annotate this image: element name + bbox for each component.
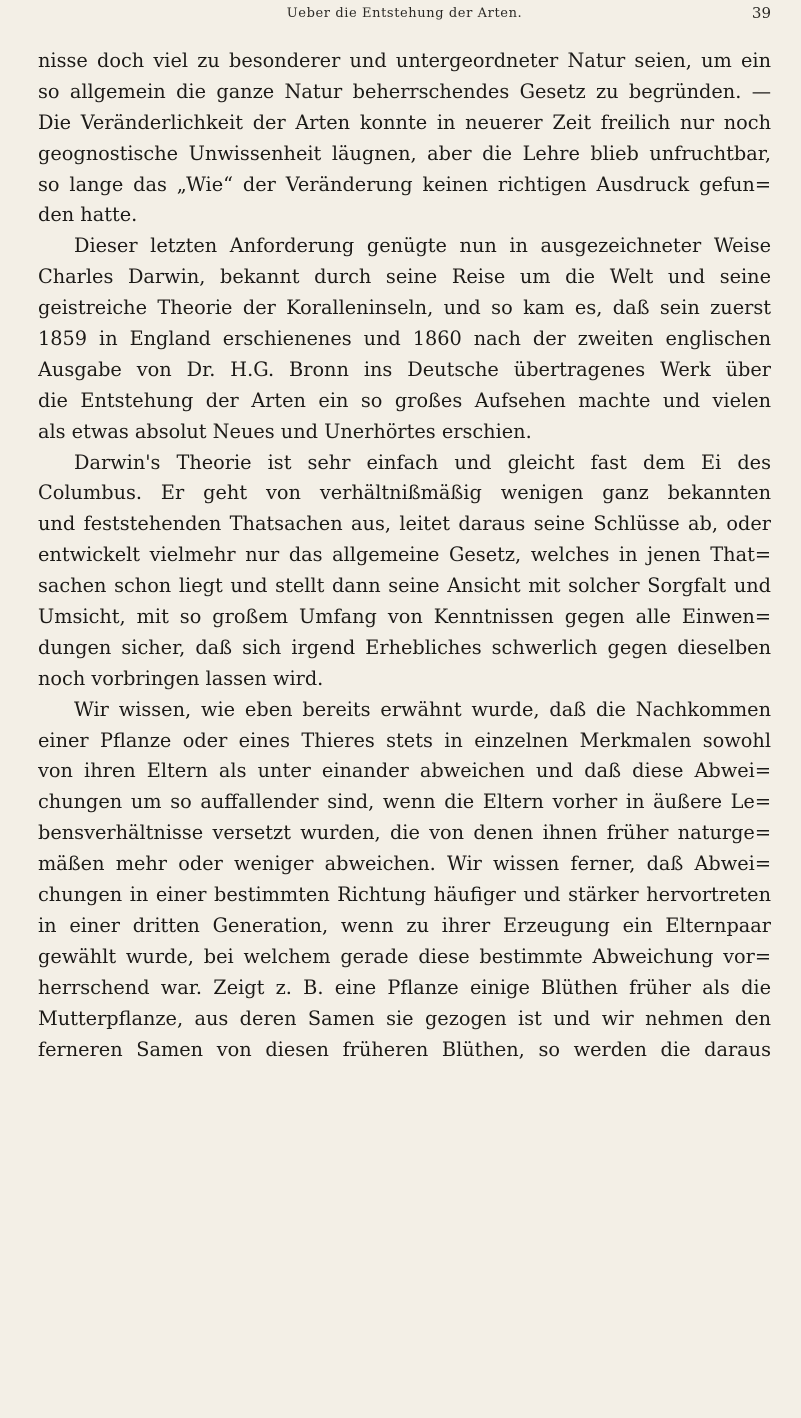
text-line: als etwas absolut Neues und Unerhörtes erschien. — [38, 419, 532, 443]
text-line: herrschend war. Zeigt z. B. eine Pflanze einige Blüthen früher als die — [38, 975, 771, 999]
running-title: Ueber die Entstehung der Arten. — [286, 6, 523, 21]
text-line: Darwin's Theorie ist sehr einfach und gleicht fast dem Ei des — [74, 450, 771, 474]
text-line: bensverhältnisse versetzt wurden, die von denen ihnen früher naturge= — [38, 821, 771, 845]
text-line: sachen schon liegt und stellt dann seine Ansicht mit solcher Sorgfalt und — [38, 574, 771, 598]
text-line: geognostische Unwissenheit läugnen, aber die Lehre blieb unfruchtbar, — [38, 141, 771, 165]
text-line: Umsicht, mit so großem Umfang von Kenntnissen gegen alle Einwen= — [38, 605, 771, 629]
text-line: chungen um so auffallender sind, wenn die Eltern vorher in äußere Le= — [38, 790, 771, 814]
text-line: Mutterpflanze, aus deren Samen sie gezogen ist und wir nehmen den — [38, 1006, 771, 1030]
running-head — [38, 0, 771, 44]
body-text — [38, 46, 771, 1065]
text-line: entwickelt vielmehr nur das allgemeine Gesetz, welches in jenen That= — [38, 543, 771, 567]
text-line: Ausgabe von Dr. H.G. Bronn ins Deutsche übertragenes Werk über — [38, 357, 771, 381]
text-line: 1859 in England erschienenes und 1860 nach der zweiten englischen — [38, 327, 771, 351]
text-line: von ihren Eltern als unter einander abweichen und daß diese Abwei= — [38, 759, 771, 783]
text-line: geistreiche Theorie der Koralleninseln, und so kam es, daß sein zuerst — [38, 296, 771, 320]
text-line: Columbus. Er geht von verhältnißmäßig wenigen ganz bekannten — [38, 481, 771, 505]
text-line: noch vorbringen lassen wird. — [38, 666, 324, 690]
text-line: mäßen mehr oder weniger abweichen. Wir wissen ferner, daß Abwei= — [38, 852, 771, 876]
text-line: in einer dritten Generation, wenn zu ihrer Erzeugung ein Elternpaar — [38, 913, 771, 937]
text-line: gewählt wurde, bei welchem gerade diese bestimmte Abweichung vor= — [38, 944, 771, 968]
text-line: nisse doch viel zu besonderer und untergeordneter Natur seien, um ein — [38, 49, 771, 72]
text-line: die Entstehung der Arten ein so großes Aufsehen machte und vielen — [38, 388, 771, 412]
text-line: dungen sicher, daß sich irgend Erhebliches schwerlich gegen dieselben — [38, 635, 771, 659]
text-line: so allgemein die ganze Natur beherrschendes Gesetz zu begründen. — — [38, 79, 771, 103]
text-line: den hatte. — [38, 203, 138, 227]
text-line: Dieser letzten Anforderung genügte nun in ausgezeichneter Weise — [74, 234, 771, 258]
text-line: einer Pflanze oder eines Thieres stets in einzelnen Merkmalen sowohl — [38, 728, 771, 752]
text-line: Wir wissen, wie eben bereits erwähnt wurde, daß die Nachkommen — [74, 697, 771, 721]
text-line: Die Veränderlichkeit der Arten konnte in neuerer Zeit freilich nur noch — [38, 110, 771, 134]
text-line: Charles Darwin, bekannt durch seine Reise um die Welt und seine — [38, 265, 771, 289]
text-line: chungen in einer bestimmten Richtung häufiger und stärker hervortreten — [38, 883, 771, 907]
text-line: und feststehenden Thatsachen aus, leitet daraus seine Schlüsse ab, oder — [38, 512, 771, 536]
page-number: 39 — [751, 4, 771, 22]
text-line: ferneren Samen von diesen früheren Blüthen, so werden die daraus — [38, 1037, 771, 1061]
text-line: so lange das „Wie“ der Veränderung keinen richtigen Ausdruck gefun= — [38, 172, 771, 196]
